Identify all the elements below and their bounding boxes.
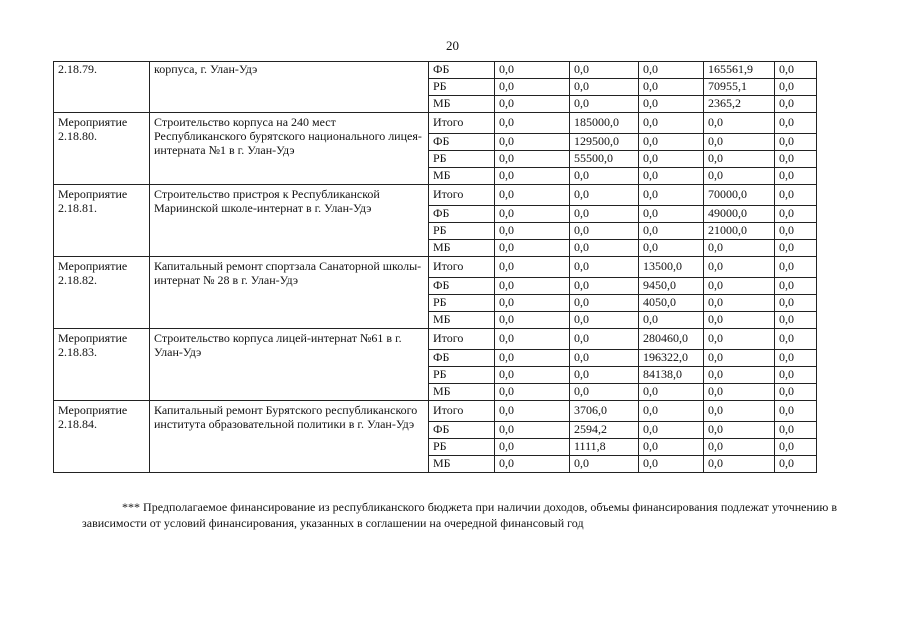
amount-cell: 0,0 bbox=[570, 62, 639, 79]
amount-cell: 0,0 bbox=[704, 257, 775, 278]
measure-description-cell: Капитальный ремонт Бурятского республиканского института образовательной политики в г. Улан-Удэ bbox=[150, 401, 429, 473]
funding-source-cell: МБ bbox=[429, 240, 495, 257]
amount-cell: 13500,0 bbox=[639, 257, 704, 278]
amount-cell: 0,0 bbox=[495, 329, 570, 350]
amount-cell: 0,0 bbox=[495, 79, 570, 96]
amount-cell: 1111,8 bbox=[570, 439, 639, 456]
amount-cell: 0,0 bbox=[570, 257, 639, 278]
table-row bbox=[54, 185, 817, 206]
amount-cell: 0,0 bbox=[775, 206, 817, 223]
measure-id-cell: Мероприятие 2.18.84. bbox=[54, 401, 150, 473]
amount-cell: 0,0 bbox=[639, 113, 704, 134]
amount-cell: 0,0 bbox=[570, 240, 639, 257]
amount-cell: 0,0 bbox=[775, 329, 817, 350]
amount-cell: 0,0 bbox=[775, 278, 817, 295]
amount-cell: 0,0 bbox=[775, 439, 817, 456]
amount-cell: 3706,0 bbox=[570, 401, 639, 422]
amount-cell: 0,0 bbox=[775, 134, 817, 151]
amount-cell: 0,0 bbox=[639, 422, 704, 439]
amount-cell: 0,0 bbox=[570, 223, 639, 240]
amount-cell: 0,0 bbox=[704, 384, 775, 401]
funding-source-cell: МБ bbox=[429, 456, 495, 473]
amount-cell: 0,0 bbox=[495, 151, 570, 168]
funding-source-cell: МБ bbox=[429, 168, 495, 185]
amount-cell: 0,0 bbox=[775, 295, 817, 312]
amount-cell: 0,0 bbox=[495, 422, 570, 439]
amount-cell: 0,0 bbox=[570, 79, 639, 96]
amount-cell: 0,0 bbox=[570, 350, 639, 367]
amount-cell: 0,0 bbox=[639, 439, 704, 456]
amount-cell: 0,0 bbox=[570, 312, 639, 329]
amount-cell: 0,0 bbox=[639, 134, 704, 151]
page-number: 20 bbox=[446, 38, 459, 53]
amount-cell: 70000,0 bbox=[704, 185, 775, 206]
amount-cell: 0,0 bbox=[775, 185, 817, 206]
funding-source-cell: Итого bbox=[429, 185, 495, 206]
budget-table bbox=[53, 61, 817, 473]
funding-source-cell: МБ bbox=[429, 96, 495, 113]
measure-description-cell: Строительство пристроя к Республиканской Мариинской школе-интернат в г. Улан-Удэ bbox=[150, 185, 429, 257]
amount-cell: 0,0 bbox=[775, 350, 817, 367]
amount-cell: 0,0 bbox=[704, 134, 775, 151]
amount-cell: 49000,0 bbox=[704, 206, 775, 223]
amount-cell: 0,0 bbox=[639, 96, 704, 113]
amount-cell: 0,0 bbox=[704, 401, 775, 422]
amount-cell: 0,0 bbox=[495, 257, 570, 278]
amount-cell: 165561,9 bbox=[704, 62, 775, 79]
amount-cell: 0,0 bbox=[495, 168, 570, 185]
measure-id-cell: Мероприятие 2.18.81. bbox=[54, 185, 150, 257]
amount-cell: 0,0 bbox=[639, 168, 704, 185]
table-row bbox=[54, 113, 817, 134]
funding-source-cell: ФБ bbox=[429, 350, 495, 367]
amount-cell: 70955,1 bbox=[704, 79, 775, 96]
amount-cell: 0,0 bbox=[495, 206, 570, 223]
amount-cell: 0,0 bbox=[775, 151, 817, 168]
amount-cell: 0,0 bbox=[639, 456, 704, 473]
amount-cell: 0,0 bbox=[704, 329, 775, 350]
amount-cell: 0,0 bbox=[639, 206, 704, 223]
amount-cell: 0,0 bbox=[704, 367, 775, 384]
funding-source-cell: Итого bbox=[429, 257, 495, 278]
amount-cell: 0,0 bbox=[775, 223, 817, 240]
amount-cell: 0,0 bbox=[775, 422, 817, 439]
amount-cell: 0,0 bbox=[495, 295, 570, 312]
funding-source-cell: ФБ bbox=[429, 278, 495, 295]
amount-cell: 0,0 bbox=[495, 223, 570, 240]
measure-id-cell: 2.18.79. bbox=[54, 62, 150, 113]
amount-cell: 0,0 bbox=[495, 439, 570, 456]
amount-cell: 0,0 bbox=[775, 257, 817, 278]
amount-cell: 0,0 bbox=[704, 295, 775, 312]
measure-description-cell: Строительство корпуса на 240 мест Республиканского бурятского национального лицея-интерната №1 в г. Улан-Удэ bbox=[150, 113, 429, 185]
amount-cell: 0,0 bbox=[704, 456, 775, 473]
table-row bbox=[54, 401, 817, 422]
funding-source-cell: РБ bbox=[429, 295, 495, 312]
amount-cell: 0,0 bbox=[495, 113, 570, 134]
amount-cell: 0,0 bbox=[775, 62, 817, 79]
amount-cell: 280460,0 bbox=[639, 329, 704, 350]
measure-description-cell: корпуса, г. Улан-Удэ bbox=[150, 62, 429, 113]
amount-cell: 0,0 bbox=[495, 134, 570, 151]
amount-cell: 0,0 bbox=[639, 312, 704, 329]
amount-cell: 0,0 bbox=[639, 384, 704, 401]
amount-cell: 0,0 bbox=[704, 278, 775, 295]
funding-source-cell: МБ bbox=[429, 312, 495, 329]
measure-description-cell: Строительство корпуса лицей-интернат №61 в г. Улан-Удэ bbox=[150, 329, 429, 401]
table-row bbox=[54, 329, 817, 350]
amount-cell: 0,0 bbox=[570, 329, 639, 350]
amount-cell: 4050,0 bbox=[639, 295, 704, 312]
amount-cell: 0,0 bbox=[775, 168, 817, 185]
amount-cell: 0,0 bbox=[704, 113, 775, 134]
amount-cell: 0,0 bbox=[704, 312, 775, 329]
amount-cell: 0,0 bbox=[570, 384, 639, 401]
table-row bbox=[54, 62, 817, 79]
amount-cell: 0,0 bbox=[639, 401, 704, 422]
measure-id-cell: Мероприятие 2.18.82. bbox=[54, 257, 150, 329]
amount-cell: 55500,0 bbox=[570, 151, 639, 168]
amount-cell: 185000,0 bbox=[570, 113, 639, 134]
amount-cell: 0,0 bbox=[775, 384, 817, 401]
amount-cell: 0,0 bbox=[775, 79, 817, 96]
amount-cell: 2594,2 bbox=[570, 422, 639, 439]
amount-cell: 0,0 bbox=[704, 350, 775, 367]
amount-cell: 0,0 bbox=[704, 240, 775, 257]
funding-source-cell: Итого bbox=[429, 329, 495, 350]
amount-cell: 0,0 bbox=[495, 312, 570, 329]
amount-cell: 0,0 bbox=[775, 96, 817, 113]
amount-cell: 129500,0 bbox=[570, 134, 639, 151]
amount-cell: 0,0 bbox=[495, 456, 570, 473]
amount-cell: 0,0 bbox=[495, 401, 570, 422]
funding-source-cell: МБ bbox=[429, 384, 495, 401]
funding-source-cell: ФБ bbox=[429, 206, 495, 223]
amount-cell: 2365,2 bbox=[704, 96, 775, 113]
amount-cell: 9450,0 bbox=[639, 278, 704, 295]
funding-source-cell: РБ bbox=[429, 367, 495, 384]
amount-cell: 0,0 bbox=[570, 278, 639, 295]
amount-cell: 0,0 bbox=[495, 278, 570, 295]
amount-cell: 0,0 bbox=[775, 240, 817, 257]
amount-cell: 0,0 bbox=[570, 185, 639, 206]
amount-cell: 0,0 bbox=[495, 185, 570, 206]
funding-source-cell: ФБ bbox=[429, 134, 495, 151]
amount-cell: 84138,0 bbox=[639, 367, 704, 384]
amount-cell: 0,0 bbox=[570, 456, 639, 473]
measure-description-cell: Капитальный ремонт спортзала Санаторной школы-интернат № 28 в г. Улан-Удэ bbox=[150, 257, 429, 329]
funding-source-cell: Итого bbox=[429, 401, 495, 422]
measure-id-cell: Мероприятие 2.18.80. bbox=[54, 113, 150, 185]
amount-cell: 0,0 bbox=[639, 185, 704, 206]
amount-cell: 0,0 bbox=[570, 206, 639, 223]
amount-cell: 0,0 bbox=[775, 367, 817, 384]
amount-cell: 0,0 bbox=[495, 62, 570, 79]
funding-source-cell: РБ bbox=[429, 79, 495, 96]
amount-cell: 0,0 bbox=[495, 96, 570, 113]
funding-source-cell: РБ bbox=[429, 439, 495, 456]
funding-source-cell: РБ bbox=[429, 223, 495, 240]
table-row bbox=[54, 257, 817, 278]
amount-cell: 0,0 bbox=[704, 168, 775, 185]
funding-source-cell: ФБ bbox=[429, 62, 495, 79]
amount-cell: 21000,0 bbox=[704, 223, 775, 240]
amount-cell: 0,0 bbox=[639, 62, 704, 79]
funding-source-cell: РБ bbox=[429, 151, 495, 168]
amount-cell: 0,0 bbox=[704, 151, 775, 168]
footnote: *** Предполагаемое финансирование из республиканского бюджета при наличии доходов, объемы финансирования подлежат уточнению в зависимости от условий финансирования, указанных в соглашении на очередной финансовый год bbox=[82, 500, 837, 530]
amount-cell: 0,0 bbox=[639, 151, 704, 168]
amount-cell: 0,0 bbox=[570, 295, 639, 312]
amount-cell: 0,0 bbox=[495, 384, 570, 401]
amount-cell: 0,0 bbox=[704, 439, 775, 456]
amount-cell: 0,0 bbox=[775, 401, 817, 422]
amount-cell: 0,0 bbox=[570, 168, 639, 185]
amount-cell: 0,0 bbox=[639, 240, 704, 257]
amount-cell: 0,0 bbox=[639, 79, 704, 96]
amount-cell: 196322,0 bbox=[639, 350, 704, 367]
amount-cell: 0,0 bbox=[570, 96, 639, 113]
amount-cell: 0,0 bbox=[639, 223, 704, 240]
amount-cell: 0,0 bbox=[775, 312, 817, 329]
amount-cell: 0,0 bbox=[495, 240, 570, 257]
amount-cell: 0,0 bbox=[775, 113, 817, 134]
amount-cell: 0,0 bbox=[495, 350, 570, 367]
funding-source-cell: ФБ bbox=[429, 422, 495, 439]
amount-cell: 0,0 bbox=[495, 367, 570, 384]
funding-source-cell: Итого bbox=[429, 113, 495, 134]
amount-cell: 0,0 bbox=[570, 367, 639, 384]
amount-cell: 0,0 bbox=[704, 422, 775, 439]
measure-id-cell: Мероприятие 2.18.83. bbox=[54, 329, 150, 401]
amount-cell: 0,0 bbox=[775, 456, 817, 473]
